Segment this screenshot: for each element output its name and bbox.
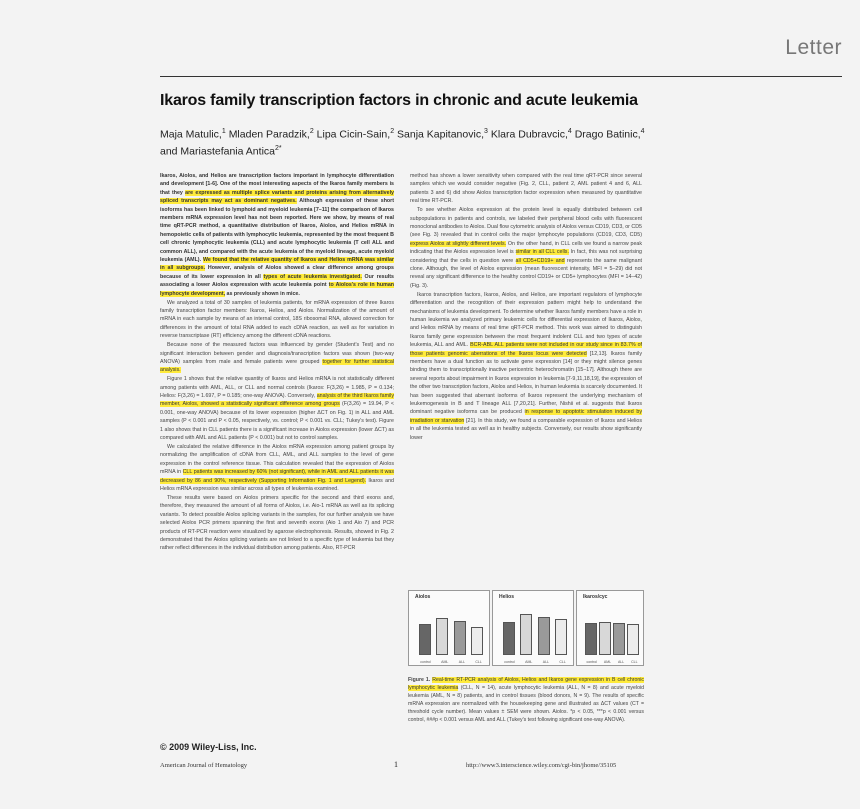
highlight: all CD5+CD19+ and [515, 257, 565, 264]
figure-bar [585, 623, 597, 655]
panel-label: Ikaros/cyc [583, 594, 608, 600]
x-tick-label: AML [525, 660, 533, 664]
body-paragraph: Because none of the measured factors was influenced by gender (Student's Test) and no significant interaction between gender and diagnosis/transcription factors was shown (two-way ANOVA) samples from male and female patients were grouped together for further statistical analysis. [160, 342, 395, 374]
highlight: are expressed as multiple splice variants and proteins arising from alternatively spliced transcripts may act as dominant negatives. [160, 189, 394, 205]
x-axis-labels [583, 660, 641, 664]
x-tick-label: control [504, 660, 515, 664]
body-paragraph: method has shown a lower sensitivity when compared with the real time qRT-PCR since several samples which we would consider negative (Fig. 2, CLL, patient 2, AML patient 4 and 6, ALL patients 3 and 6) did show Aiolos transcription factor expression when measured by quantitative real time RT-PCR. [410, 173, 642, 205]
highlight: CLL patients was increased by 60% (not significant), while in AML and ALL patients it was decreased by 86 and 90%, respectively (Supporting Information Fig. 1 and Legend). [160, 469, 394, 484]
abstract-paragraph: Ikaros, Aiolos, and Helios are transcription factors important in lymphocyte differentiation and development [1-6]. One of the most interesting aspects of the Ikaros family members is that they are expressed as multiple splice variants and proteins arising from alternatively spliced transcripts may act as dominant negatives. Although expression of these short isoforms has been linked to lymphoid and myeloid leukemia [7–11] the comparison of Ikaros members mRNA expression level has not been reported. Here we show, by means of real time qRT-PCR method, a quantitative distribution of Ikaros, Aiolos, and Helios mRNA in hemopoietic cells of patients with lymphocytic leukemia, represented by the most frequent B cell chronic lymphocytic leukemia (CLL) and acute lymphocytic leukemia (T cell ALL and common ALL), and compared with the acute leukemia of the myeloid lineage, acute myeloid leukemia (AML). We found that the relative quantity of Ikaros and Helios mRNA was similar in all subgroups. However, analysis of Aiolos showed a clear difference among groups because of its lower expression in all types of acute leukemia investigated. Our results associating a lower Aiolos expression with acute leukemia point to Aiolos's role in human lymphocyte development, as previously shown in mice. [160, 173, 394, 297]
header-rule [160, 76, 842, 77]
x-axis-labels [499, 660, 571, 664]
article-type-label: Letter [785, 36, 842, 59]
right-column [410, 172, 642, 443]
figure-bar [454, 621, 466, 655]
body-paragraph: These results were based on Aiolos primers specific for the second and third exons and, therefore, they measured the amount of all forms of Aiolos, i.e. Aio-1 mRNA as well as its splicing variants. To detect possible Aiolos splicing variants in the samples, for our further analysis we have selected Aiolos PCR primers spanning the first and seventh exons (Aio 1 and Aio 7) and PCR products of RT-PCR reaction were visualized by agarose electrophoresis. Results, showed in Fig. 2 demonstrated that the Aiolos splicing variants are not linked to a specific type of leukemia but they rather reflect differences in the individual distribution among patients. Also, RT-PCR [160, 494, 394, 552]
figure-bar [599, 622, 611, 655]
left-column [160, 172, 394, 553]
author-name: Sanja Kapitanovic, [397, 128, 484, 141]
x-tick-label: CLL [631, 660, 638, 664]
author-name: and Mariastefania Antica [160, 145, 275, 157]
body-paragraph: We analyzed a total of 30 samples of leukemia patients, for mRNA expression of three Ikaros family transcription factor members: Ikaros, Helios, and Aiolos. Normalization of the amount of mRNA in each sample by means of an internal control, 18S ribosomal RNA, allowed correction for differences in the amount of total RNA added to each cDNA reaction, as well as for variation in reverse transcriptase (RT) efficiency among the different cDNA reactions. [160, 299, 394, 340]
panel-label: Aiolos [415, 594, 431, 600]
aiolos-panel [408, 590, 490, 666]
figure-bar [613, 623, 625, 655]
author-name: Klara Dubravcic, [490, 128, 568, 141]
ikaros-panel [576, 590, 644, 666]
highlight: Real-time RT-PCR analysis of Aiolos, Helios and Ikaros gene expression in B cell chronic lymphocytic leukemia [408, 677, 645, 691]
journal-url: http://www3.interscience.wiley.com/cgi-bin/jhome/35105 [466, 762, 617, 769]
author-name: Drago Batinic, [574, 128, 641, 141]
highlight: types of acute leukemia investigated. [263, 273, 362, 280]
x-tick-label: AML [441, 660, 449, 664]
highlight: BCR-ABL ALL patients were not included in our study since in 83.7% of those patients genomic aberrations of the Ikaros locus were detected [410, 342, 642, 357]
author-name: Maja Matulic, [160, 128, 222, 141]
helios-panel [492, 590, 574, 666]
figure-bar [538, 617, 550, 655]
x-tick-label: control [586, 660, 597, 664]
highlight: in response to apoptotic stimulation induced by irradiation or starvation [410, 409, 642, 424]
x-tick-label: control [420, 660, 431, 664]
paper-title: Ikaros family transcription factors in chronic and acute leukemia [160, 92, 638, 109]
figure-bar [419, 624, 431, 655]
body-paragraph: Figure 1 shows that the relative quantity of Ikaros and Helios mRNA is not statistically different among patients with AML, ALL, or CLL and normal controls (Ikaros: F(3,26) = 1.985, P = 0.134; Helios: F(3,26) = 1.697, P = 0.185; one-way ANOVA). Conversely, analysis of the third Ikaros family member, Aiolos, showed a statistically significant difference among groups (F(3,26) = 19.94, P < 0.001, one-way ANOVA) because of its lower expression (higher ΔCT on Fig. 1) in ALL and AML samples (P < 0.001 and P < 0.05, respectively, vs. control; P < 0.001 vs. CLL; Tukey's test). Figure 1 also shows that in CLL patients there is a significant increase in Aiolos expression (lower ΔCT) as compared with AML and ALL patients (P < 0.001) but not to control samples. [160, 376, 394, 442]
journal-name: American Journal of Hematology [160, 762, 248, 769]
figure-bar [503, 622, 515, 655]
x-tick-label: ALL [617, 660, 625, 664]
figure-caption: Figure 1. Real-time RT-PCR analysis of Aiolos, Helios and Ikaros gene expression in B cell chronic lymphocytic leukemia (CLL, N = 14), acute lymphocytic leukemia (ALL, N = 8) and acute myeloid leukemia (AML, N = 8) patients, and in control tissues (blood donors, N = 9). The results of specific mRNA expression are normalized with the housekeeping gene and illustrated as ΔCT values (CT = threshold cycle number). Mean values ± SEM were shown. Aiolos. *p < 0.05, ***p < 0.001 versus control, ###p < 0.001 versus AML and ALL (Tukey's test following significant one-way ANOVA). [408, 677, 645, 723]
author-name: Mladen Paradzik, [228, 128, 310, 141]
author-name: Lipa Cicin-Sain, [316, 128, 391, 141]
figure-1 [408, 590, 644, 666]
copyright-notice: © 2009 Wiley-Liss, Inc. [160, 742, 257, 752]
figure-bar [555, 619, 567, 655]
figure-bar [627, 624, 639, 655]
x-tick-label: CLL [559, 660, 566, 664]
x-tick-label: CLL [475, 660, 482, 664]
highlight: to Aiolos's role in human lymphocyte development, [160, 282, 394, 297]
highlight: express Aiolos at slightly different levels. [410, 240, 507, 247]
highlight: together for further statistical analysis. [160, 358, 395, 374]
body-paragraph: To see whether Aiolos expression at the protein level is equally distributed between cell subpopulations in patients and controls, we labeled their peripheral blood cells with fluorescent monoclonal antibodies to Aiolos. Dual flow cytometric analysis of Aiolos versus CD19, CD3, or CD5 (see Fig. 3) revealed that in control cells the major lymphocyte populations (CD19, CD3, CD5) express Aiolos at slightly different levels. On the other hand, in CLL cells we found a narrow peak indicating that the Aiolos expression level is similar in all CLL cells. In fact, this was not surprising considering that the cells in question were all CD5+CD19+ and represents the same malignant clone. Although, the level of Aiolos expression (mean fluorescent intensity, MFI = 5–29) did not reveal any significant difference to the healthy control CD19+ or CD5+ lymphocytes (MFI = 14–42) (Fig. 3). [410, 207, 642, 289]
figure-bar [436, 618, 448, 655]
x-tick-label: AML [603, 660, 612, 664]
author-list: Maja Matulic,$^1$ Mladen Paradzik,$^2$ Lipa Cicin-Sain,$^2$ Sanja Kapitanovic,$^3$ Klara Dubravcic,$^4$ Drago Batinic,$^4$ and Mariastefania Antica$^{2*}$ [160, 128, 645, 157]
highlight: similar in all CLL cells. [515, 249, 569, 256]
x-tick-label: ALL [542, 660, 549, 664]
figure-bar [471, 627, 483, 655]
panel-label: Helios [499, 594, 515, 600]
x-tick-label: ALL [458, 660, 465, 664]
figure-bar [520, 614, 532, 655]
page-number: 1 [394, 760, 398, 769]
body-paragraph: We calculated the relative difference in the Aiolos mRNA expression among patient groups by normalizing the amplification of cDNA from CLL, AML, and ALL samples to the level of gene expression in the control reference tissue. This calculation revealed that the expression of Aiolos mRNA in CLL patients was increased by 60% (not significant), while in AML and ALL patients it was decreased by 86 and 90%, respectively (Supporting Information Fig. 1 and Legend). Ikaros and Helios mRNA expression was similar across all types of leukemia examined. [160, 444, 394, 493]
body-paragraph: Ikaros transcription factors, Ikaros, Aiolos, and Helios, are important regulators of lymphocyte differentiation and the recognition of their expression pattern might help to understand the mechanisms of leukemia development. To determine whether Ikaros family members have a role in human leukemia we analyzed primary leukemic cells for differential expression of Ikaros, Aiolos, and Helios mRNA by means of real time qRT-PCR method. This work was aimed to distinguish Ikaros family gene expression between the most frequent indolent CLL and two types of acute leukemia, ALL and AML. BCR-ABL ALL patients were not included in our study since in 83.7% of those patients genomic aberrations of the Ikaros locus were detected [12,13]. Ikaros family members have a dual function as to activate gene expression [14] or they might silence genes binding them to transcriptionally inactive pericentric heterochromatin [15–17]. Although there are several reports about impairment in Ikaros expression in leukemia [7-9,11,18,19], the expression of the other two transcription factors, Aiolos and Helios, in human leukemia is scarcely documented. It has been suggested that aberrant isoforms of Ikaros represent the underlying mechanism of leukemogenesis in B and T lineage ALL [7,20,21]. Further, Nishii et al. suggests that Ikaros dominant negative isoforms can be produced in response to apoptotic stimulation induced by irradiation or starvation [21]. In this study, we found a comparable expression of Ikaros and Helios in all the leukemia tested as well as in healthy subjects. Conversely, our results show significantly lower [410, 291, 642, 441]
highlight: We found that the relative quantity of Ikaros and Helios mRNA was similar in all subgroups. [160, 257, 394, 272]
x-axis-labels [415, 660, 487, 664]
highlight: analysis of the third Ikaros family member, Aiolos, showed a statistically significant difference among groups [160, 393, 394, 408]
